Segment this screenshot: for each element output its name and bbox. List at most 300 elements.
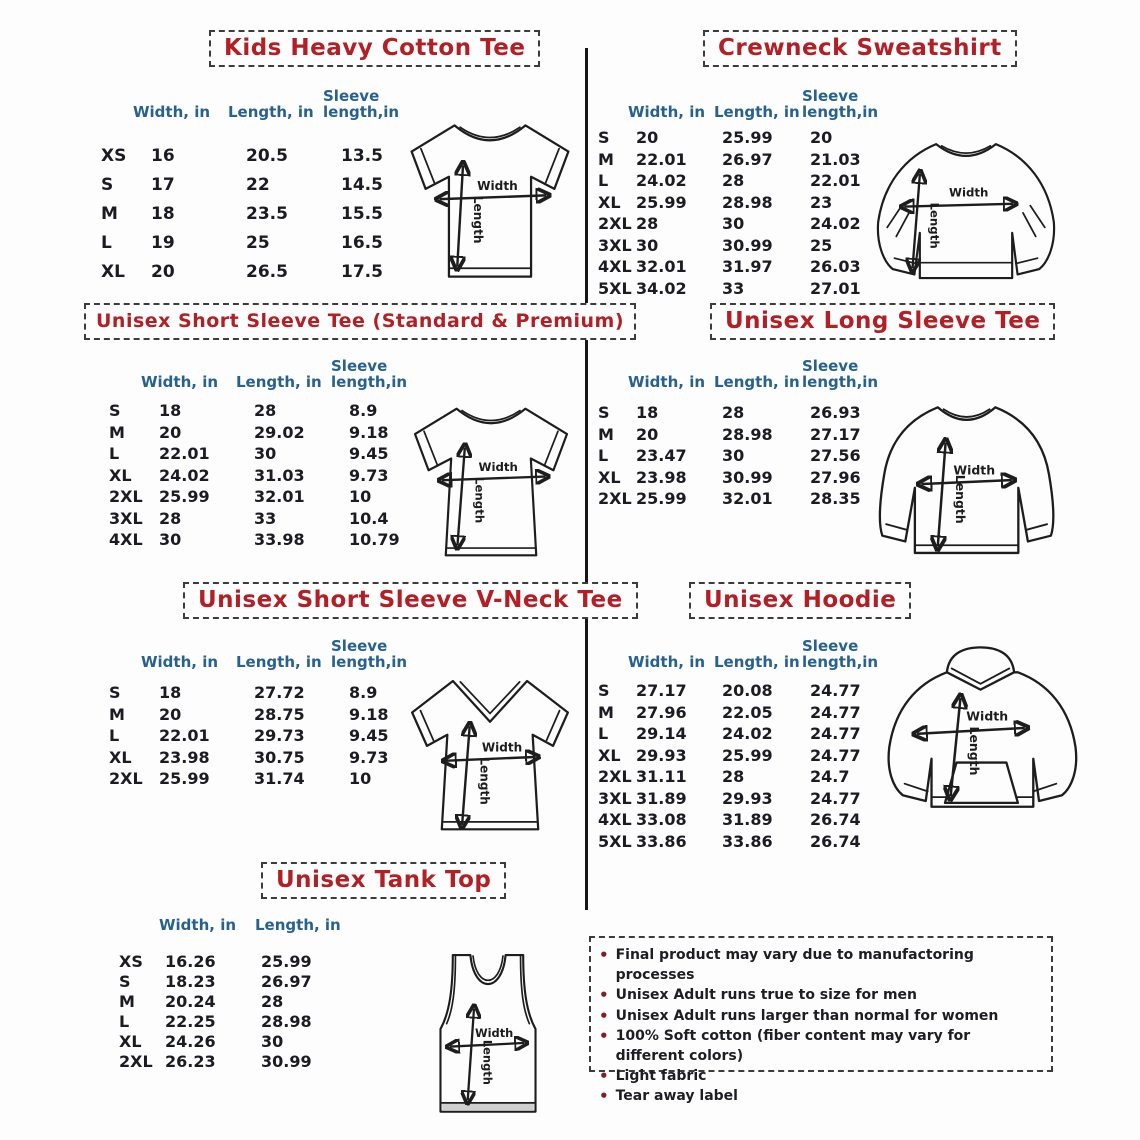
size-value: 21.03	[810, 149, 861, 169]
size-row	[103, 1011, 363, 1031]
size-row	[596, 723, 890, 745]
size-label: 2XL	[109, 487, 143, 507]
size-label: 2XL	[598, 489, 632, 509]
crewneck-illustration	[858, 126, 1074, 298]
column-header: Width, in	[628, 652, 706, 671]
size-value: 24.02	[159, 465, 210, 485]
size-value: 22.01	[636, 149, 687, 169]
size-value: 10.79	[349, 530, 400, 550]
size-value: 29.93	[722, 788, 773, 808]
note-item	[599, 985, 1043, 1005]
size-value: 30.75	[254, 747, 305, 767]
size-label: M	[109, 422, 125, 442]
size-label: S	[101, 174, 114, 195]
note-text: 100% Soft cotton (fiber content may vary for different colors)	[615, 1027, 971, 1065]
size-value: 20	[636, 424, 659, 444]
size-value: 33.98	[254, 530, 305, 550]
size-value: 16.5	[341, 232, 383, 253]
size-value: 20	[159, 422, 182, 442]
length-arrow-label: Length	[480, 1039, 495, 1085]
size-label: 2XL	[598, 767, 632, 787]
size-row	[95, 170, 419, 199]
size-value: 30.99	[722, 467, 773, 487]
note-item	[599, 945, 1043, 985]
size-value: 22.01	[159, 444, 210, 464]
size-value: 24.02	[810, 214, 861, 234]
column-header: Length, in	[236, 372, 322, 391]
note-item	[599, 1086, 1043, 1106]
kids-tee-illustration	[392, 110, 588, 292]
size-value: 28	[722, 403, 745, 423]
size-value: 27.17	[636, 681, 687, 701]
table-header-row	[596, 74, 890, 120]
size-value: 31.89	[636, 788, 687, 808]
size-value: 9.18	[349, 422, 389, 442]
size-row	[596, 702, 890, 724]
size-row	[596, 213, 890, 235]
size-value: 33	[254, 508, 277, 528]
size-value: 28	[261, 991, 284, 1011]
length-arrow-label: Length	[477, 757, 492, 805]
column-header: Length, in	[714, 652, 800, 671]
size-value: 26.97	[261, 971, 312, 991]
size-label: XS	[119, 951, 143, 971]
size-row	[103, 1031, 363, 1051]
size-value: 20	[810, 128, 833, 148]
size-value: 26.03	[810, 257, 861, 277]
width-arrow-label: Width	[474, 1025, 514, 1040]
size-label: XL	[598, 745, 621, 765]
tee-outline	[412, 125, 569, 276]
size-value: 22.05	[722, 702, 773, 722]
vneck-tee-illustration	[396, 668, 584, 846]
size-row	[596, 831, 890, 853]
size-value: 33.08	[636, 810, 687, 830]
note-text: Unisex Adult runs true to size for men	[615, 987, 917, 1004]
width-arrow-label: Width	[478, 460, 518, 475]
size-value: 25.99	[636, 192, 687, 212]
size-row	[596, 278, 890, 300]
size-value: 30.99	[261, 1051, 312, 1071]
size-row	[103, 486, 427, 508]
width-arrow-label: Width	[953, 462, 996, 478]
size-row	[103, 704, 427, 726]
size-label: XL	[109, 465, 132, 485]
size-row	[596, 192, 890, 214]
size-value: 20.5	[246, 145, 288, 166]
size-label: M	[119, 991, 135, 1011]
size-value: 27.96	[810, 467, 861, 487]
column-header: Length, in	[714, 372, 800, 391]
size-value: 29.14	[636, 724, 687, 744]
column-header: Length, in	[255, 915, 341, 934]
note-item	[599, 1066, 1043, 1086]
size-table-vneck	[103, 624, 427, 790]
panel-title-unisex-hoodie: Unisex Hoodie	[689, 582, 911, 619]
size-row	[103, 529, 427, 551]
size-value: 25.99	[159, 769, 210, 789]
size-label: M	[598, 702, 614, 722]
column-header: Width, in	[628, 372, 706, 391]
bullet-icon: •	[599, 1006, 609, 1025]
size-value: 27.96	[636, 702, 687, 722]
size-value: 9.45	[349, 726, 389, 746]
hoodie-drawing	[872, 614, 1088, 866]
size-value: 26.5	[246, 261, 288, 282]
short-sleeve-tee-illustration	[396, 396, 586, 568]
size-label: 5XL	[598, 278, 632, 298]
column-header: Sleeve length,in	[331, 636, 408, 671]
size-row	[596, 149, 890, 171]
size-value: 28.98	[722, 424, 773, 444]
width-arrow-label: Width	[949, 185, 989, 200]
size-value: 9.73	[349, 465, 389, 485]
width-arrow-label: Width	[481, 740, 523, 755]
table-body	[596, 402, 890, 510]
table-header-row	[95, 74, 419, 120]
column-header: Length, in	[236, 652, 322, 671]
table-body	[95, 141, 419, 286]
table-header-row	[103, 344, 427, 390]
size-label: 2XL	[109, 769, 143, 789]
column-header: Sleeve length,in	[323, 86, 400, 121]
size-value: 23	[810, 192, 833, 212]
size-value: 32.01	[254, 487, 305, 507]
size-row	[596, 745, 890, 767]
size-value: 26.23	[165, 1051, 216, 1071]
column-header: Width, in	[159, 915, 237, 934]
size-value: 30	[261, 1031, 284, 1051]
size-label: 4XL	[109, 530, 143, 550]
size-value: 9.45	[349, 444, 389, 464]
size-value: 27.56	[810, 446, 861, 466]
size-value: 28.98	[722, 192, 773, 212]
note-item	[599, 1006, 1043, 1026]
column-header: Sleeve length,in	[331, 356, 408, 391]
size-value: 13.5	[341, 145, 383, 166]
size-value: 8.9	[349, 683, 378, 703]
size-value: 26.74	[810, 810, 861, 830]
panel-title-kids-heavy-cotton-tee: Kids Heavy Cotton Tee	[209, 30, 540, 67]
size-value: 29.73	[254, 726, 305, 746]
size-value: 24.77	[810, 724, 861, 744]
size-label: 4XL	[598, 257, 632, 277]
size-row	[103, 971, 363, 991]
size-value: 24.77	[810, 681, 861, 701]
column-header: Width, in	[141, 372, 219, 391]
size-row	[95, 199, 419, 228]
column-header: Length, in	[714, 102, 800, 121]
note-item	[599, 1026, 1043, 1066]
vneck-drawing	[396, 668, 584, 846]
size-row	[103, 682, 427, 704]
panel-title-unisex-vneck-tee: Unisex Short Sleeve V-Neck Tee	[183, 582, 638, 619]
size-value: 20	[159, 704, 182, 724]
size-value: 24.02	[636, 171, 687, 191]
size-label: L	[101, 232, 112, 253]
size-row	[596, 127, 890, 149]
size-value: 28.35	[810, 489, 861, 509]
size-value: 32.01	[636, 257, 687, 277]
size-table-short-sleeve	[103, 344, 427, 551]
size-value: 31.03	[254, 465, 305, 485]
size-value: 30	[722, 446, 745, 466]
size-value: 24.77	[810, 788, 861, 808]
size-value: 28	[636, 214, 659, 234]
size-label: M	[109, 704, 125, 724]
size-value: 22.25	[165, 1011, 216, 1031]
size-value: 9.73	[349, 747, 389, 767]
size-row	[596, 424, 890, 446]
size-row	[103, 465, 427, 487]
size-value: 27.01	[810, 278, 861, 298]
size-value: 28	[722, 767, 745, 787]
panel-title-unisex-short-sleeve-tee: Unisex Short Sleeve Tee (Standard & Premium)	[84, 303, 636, 340]
size-value: 10	[349, 487, 372, 507]
size-label: XS	[101, 145, 127, 166]
long-sleeve-drawing	[858, 392, 1080, 574]
size-label: XL	[598, 192, 621, 212]
size-value: 25	[810, 235, 833, 255]
length-arrow-label: Length	[953, 474, 969, 524]
table-header-row	[596, 624, 890, 670]
tank-top-illustration	[424, 948, 552, 1124]
size-table-hoodie	[596, 624, 890, 852]
size-value: 15.5	[341, 203, 383, 224]
size-value: 33.86	[636, 831, 687, 851]
size-label: 2XL	[119, 1051, 153, 1071]
size-label: S	[109, 401, 121, 421]
size-label: 2XL	[598, 214, 632, 234]
size-table-long-sleeve	[596, 344, 890, 510]
column-header: Sleeve length,in	[802, 636, 879, 671]
size-row	[596, 170, 890, 192]
size-row	[103, 1051, 363, 1071]
size-value: 34.02	[636, 278, 687, 298]
size-value: 28.98	[261, 1011, 312, 1031]
size-value: 31.74	[254, 769, 305, 789]
long-sleeve-tee-illustration	[858, 392, 1080, 574]
size-value: 30.99	[722, 235, 773, 255]
size-value: 10	[349, 769, 372, 789]
size-row	[596, 488, 890, 510]
size-row	[596, 467, 890, 489]
column-header: Sleeve length,in	[802, 86, 879, 121]
size-value: 18	[151, 203, 175, 224]
length-arrow-label: Length	[472, 476, 487, 524]
size-label: XL	[109, 747, 132, 767]
size-value: 20.24	[165, 991, 216, 1011]
size-value: 27.72	[254, 683, 305, 703]
size-value: 30	[722, 214, 745, 234]
size-label: S	[598, 681, 610, 701]
size-value: 9.18	[349, 704, 389, 724]
size-value: 33.86	[722, 831, 773, 851]
size-row	[596, 445, 890, 467]
size-value: 18	[636, 403, 659, 423]
column-header: Width, in	[133, 102, 211, 121]
table-body	[596, 127, 890, 299]
sweatshirt-outline	[878, 144, 1054, 278]
size-value: 23.98	[636, 467, 687, 487]
size-row	[103, 422, 427, 444]
size-row	[103, 747, 427, 769]
size-value: 20.08	[722, 681, 773, 701]
table-body	[103, 951, 363, 1071]
size-label: S	[109, 683, 121, 703]
size-value: 30	[159, 530, 182, 550]
size-row	[103, 508, 427, 530]
size-row	[95, 257, 419, 286]
size-value: 19	[151, 232, 175, 253]
size-value: 16	[151, 145, 175, 166]
size-value: 8.9	[349, 401, 378, 421]
size-value: 22.01	[810, 171, 861, 191]
length-arrow-label: Length	[966, 726, 982, 776]
size-row	[103, 725, 427, 747]
size-value: 29.02	[254, 422, 305, 442]
size-value: 26.97	[722, 149, 773, 169]
size-value: 28	[159, 508, 182, 528]
size-value: 27.17	[810, 424, 861, 444]
vneck-outline	[412, 681, 568, 829]
size-table-crewneck	[596, 74, 890, 299]
size-table-tank	[103, 907, 363, 1071]
width-arrow-label: Width	[966, 708, 1009, 724]
panel-title-unisex-tank-top: Unisex Tank Top	[261, 862, 506, 899]
size-value: 23.98	[159, 747, 210, 767]
size-value: 22.01	[159, 726, 210, 746]
note-text: Tear away label	[615, 1088, 738, 1105]
size-value: 25.99	[636, 489, 687, 509]
sweatshirt-drawing	[858, 126, 1074, 298]
size-label: 3XL	[109, 508, 143, 528]
size-label: S	[598, 403, 610, 423]
size-value: 10.4	[349, 508, 389, 528]
hem-band	[442, 1103, 534, 1111]
size-row	[103, 951, 363, 971]
size-label: S	[598, 128, 610, 148]
product-notes-box	[589, 936, 1053, 1106]
table-body	[103, 400, 427, 551]
column-header: Width, in	[141, 652, 219, 671]
size-value: 28	[254, 401, 277, 421]
size-row	[596, 402, 890, 424]
size-value: 18	[159, 683, 182, 703]
size-label: 4XL	[598, 810, 632, 830]
size-value: 28.75	[254, 704, 305, 724]
column-header: Sleeve length,in	[802, 356, 879, 391]
size-label: S	[119, 971, 131, 991]
bullet-icon: •	[599, 1026, 609, 1045]
size-value: 30	[636, 235, 659, 255]
width-arrow-label: Width	[477, 178, 518, 193]
table-header-row	[596, 344, 890, 390]
size-value: 18	[159, 401, 182, 421]
size-value: 31.89	[722, 810, 773, 830]
note-text: Final product may vary due to manufactoring processes	[615, 947, 974, 984]
size-value: 33	[722, 278, 745, 298]
column-header: Length, in	[228, 102, 314, 121]
tee-outline	[415, 409, 567, 556]
size-label: M	[598, 424, 614, 444]
panel-title-crewneck-sweatshirt: Crewneck Sweatshirt	[703, 30, 1017, 67]
size-value: 25.99	[261, 951, 312, 971]
size-row	[103, 768, 427, 790]
size-label: L	[598, 171, 609, 191]
length-arrow-label: Length	[471, 195, 486, 244]
size-label: M	[101, 203, 118, 224]
tee-drawing	[396, 396, 586, 568]
table-header-row	[103, 907, 363, 933]
size-label: XL	[598, 467, 621, 487]
size-value: 25.99	[722, 745, 773, 765]
size-value: 17	[151, 174, 175, 195]
note-text: Unisex Adult runs larger than normal for women	[615, 1007, 999, 1024]
size-value: 24.02	[722, 724, 773, 744]
size-label: 5XL	[598, 831, 632, 851]
size-value: 31.97	[722, 257, 773, 277]
size-row	[596, 680, 890, 702]
size-label: L	[598, 446, 609, 466]
table-body	[596, 680, 890, 852]
size-row	[103, 443, 427, 465]
size-label: 3XL	[598, 788, 632, 808]
size-row	[95, 141, 419, 170]
hoodie-illustration	[872, 614, 1088, 866]
size-value: 20	[636, 128, 659, 148]
size-value: 16.26	[165, 951, 216, 971]
size-label: XL	[119, 1031, 142, 1051]
size-label: L	[109, 444, 120, 464]
size-row	[596, 235, 890, 257]
bullet-icon: •	[599, 1087, 609, 1106]
size-value: 25.99	[159, 487, 210, 507]
size-value: 30	[254, 444, 277, 464]
bullet-icon: •	[599, 1067, 609, 1086]
size-value: 26.93	[810, 403, 861, 423]
size-label: XL	[101, 261, 125, 282]
size-value: 24.77	[810, 702, 861, 722]
bullet-icon: •	[599, 946, 609, 964]
size-value: 28	[722, 171, 745, 191]
size-label: M	[598, 149, 614, 169]
size-value: 20	[151, 261, 175, 282]
size-value: 17.5	[341, 261, 383, 282]
size-value: 25	[246, 232, 270, 253]
panel-title-unisex-long-sleeve-tee: Unisex Long Sleeve Tee	[710, 303, 1055, 340]
size-row	[596, 766, 890, 788]
column-header: Width, in	[628, 102, 706, 121]
size-row	[596, 788, 890, 810]
size-row	[596, 256, 890, 278]
table-header-row	[103, 624, 427, 670]
length-arrow-label: Length	[927, 202, 942, 249]
note-text: Light fabric	[615, 1068, 707, 1085]
size-value: 26.74	[810, 831, 861, 851]
size-value: 18.23	[165, 971, 216, 991]
size-row	[596, 809, 890, 831]
size-value: 24.7	[810, 767, 850, 787]
size-row	[103, 400, 427, 422]
size-value: 29.93	[636, 745, 687, 765]
size-value: 25.99	[722, 128, 773, 148]
size-value: 23.5	[246, 203, 288, 224]
size-value: 32.01	[722, 489, 773, 509]
bullet-icon: •	[599, 986, 609, 1005]
size-label: L	[109, 726, 120, 746]
tank-drawing	[424, 948, 552, 1124]
